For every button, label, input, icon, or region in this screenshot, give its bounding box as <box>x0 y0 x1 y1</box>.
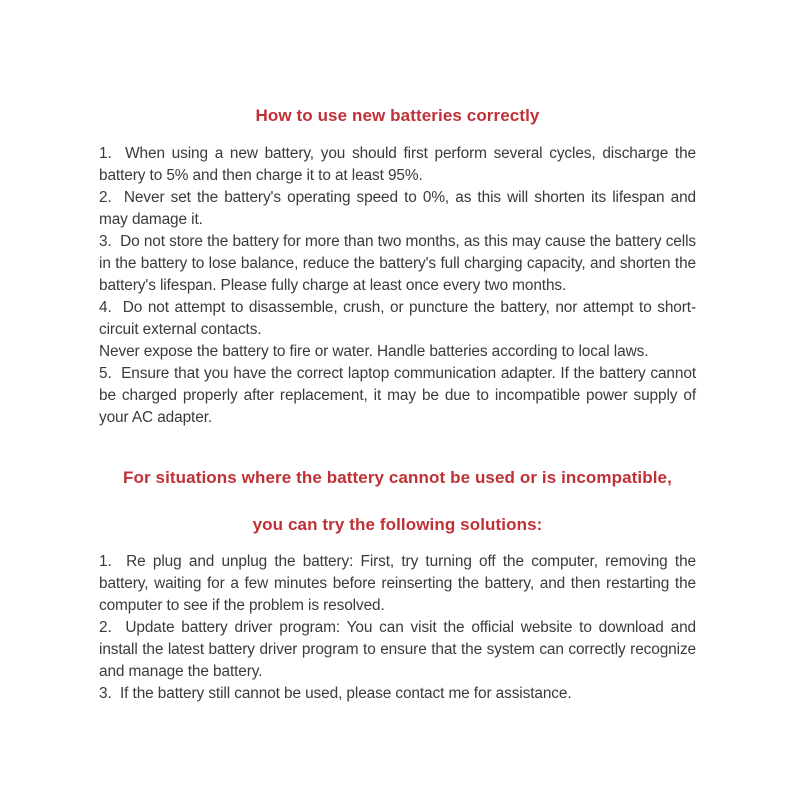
troubleshooting-heading-line1: For situations where the battery cannot be used or is incompatible, <box>123 468 672 487</box>
solutions-list <box>99 551 696 705</box>
usage-section-heading: How to use new batteries correctly <box>255 106 540 125</box>
instruction-sheet <box>99 103 696 705</box>
instruction-paragraph-2: 2. Never set the battery's operating speed to 0%, as this will shorten its lifespan and may damage it. <box>99 189 696 228</box>
instruction-paragraph-5: 5. Ensure that you have the correct laptop communication adapter. If the battery cannot be charged properly after replacement, it may be due to incompatible power supply of your AC adapter. <box>99 365 696 426</box>
solution-paragraph-3: 3. If the battery still cannot be used, please contact me for assistance. <box>99 685 572 702</box>
solution-paragraph-2: 2. Update battery driver program: You can visit the official website to download and install the latest battery driver program to ensure that the system can correctly recognize and manage the battery. <box>99 619 696 680</box>
solution-paragraph-1: 1. Re plug and unplug the battery: First, try turning off the computer, removing the battery, waiting for a few minutes before reinserting the battery, and then restarting the computer to see if the problem is resolved. <box>99 553 696 614</box>
troubleshooting-heading-line2: you can try the following solutions: <box>252 515 543 534</box>
instruction-paragraph-3: 3. Do not store the battery for more than two months, as this may cause the battery cells in the battery to lose balance, reduce the battery's full charging capacity, and shorten the battery's lifespan. Please fully charge at least once every two months. <box>99 233 696 294</box>
instruction-paragraph-4: 4. Do not attempt to disassemble, crush, or puncture the battery, nor attempt to short-circuit external contacts. <box>99 299 696 338</box>
instruction-paragraph-safety: Never expose the battery to fire or water. Handle batteries according to local laws. <box>99 343 649 360</box>
instruction-paragraph-1: 1. When using a new battery, you should first perform several cycles, discharge the battery to 5% and then charge it to at least 95%. <box>99 145 696 184</box>
usage-instructions-list <box>99 143 696 429</box>
